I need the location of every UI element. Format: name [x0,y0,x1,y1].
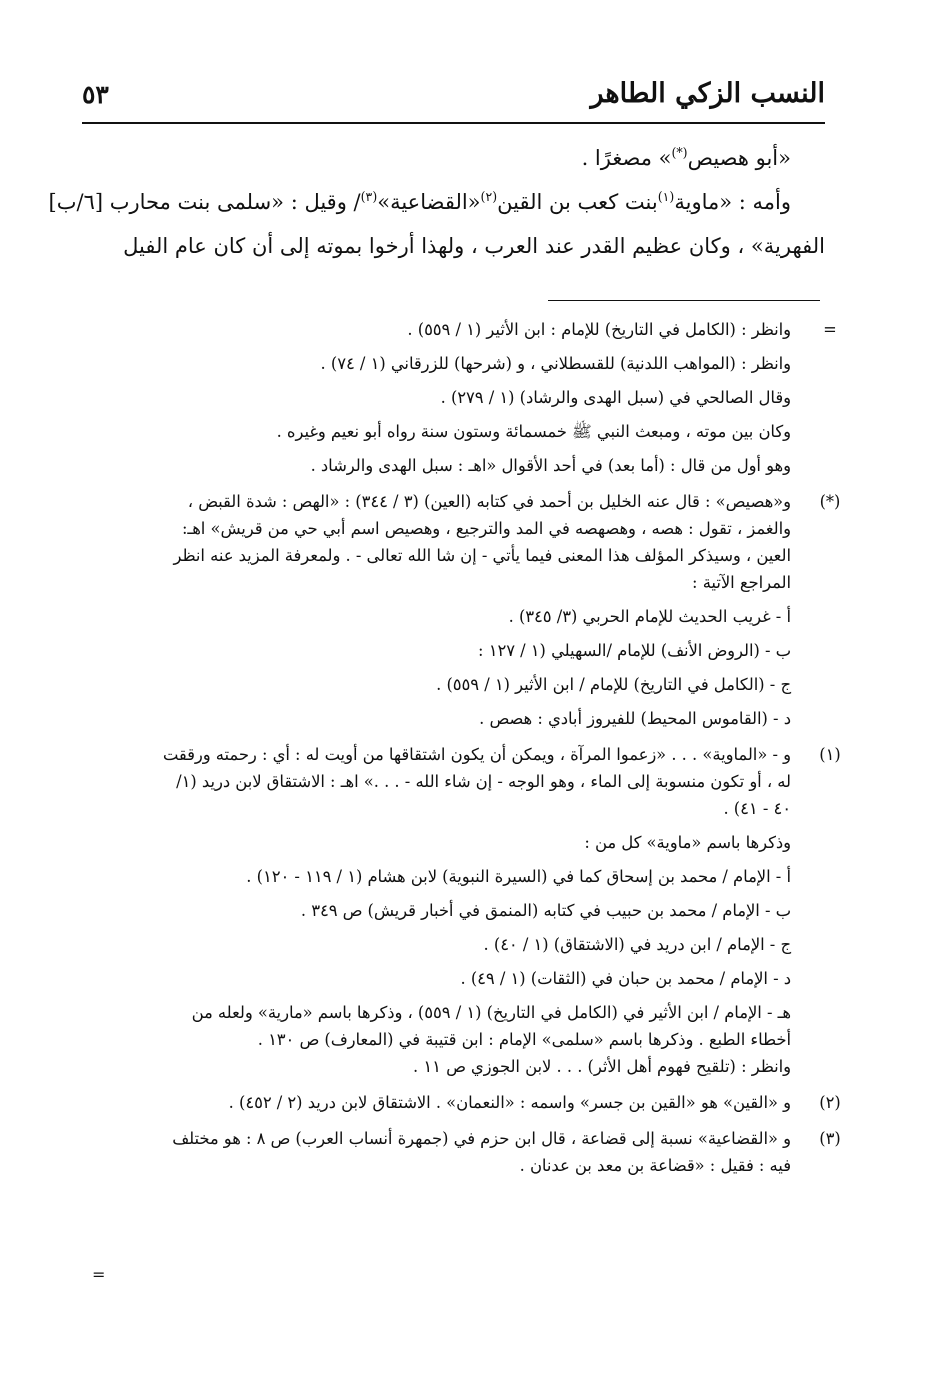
page-header [82,78,825,120]
footnote-separator [548,300,820,301]
footnote-mark: (١) [819,745,841,764]
footnote-line: أ - غريب الحديث للإمام الحربي (٣/ ٣٤٥) . [508,607,791,626]
continuation-mark: = [92,1265,106,1284]
running-title: النسب الزكي الطاهر [590,78,825,109]
footnote-line: د - الإمام / محمد بن حبان في (الثقات) (١ / ٤٩) . [460,969,791,988]
footnote-line: و«هصيص» : قال عنه الخليل بن أحمد في كتابه (العين) (٣ / ٣٤٤) : «الهص : شدة القبض ، [187,492,791,511]
main-line: الفهرية» ، وكان عظيم القدر عند العرب ، ولهذا أرخوا بموته إلى أن كان عام الفيل [123,234,825,258]
footnote-line: و - «الماوية» . . . «زعموا المرآة ، ويمكن أن يكون اشتقاقها من أويت له : أي : رحمته ورققت [162,745,791,764]
footnote [90,1089,841,1116]
footnote-line: د - (القاموس المحيط) للفيروز أبادي : هصص . [479,709,791,728]
footnote-line: وكان بين موته ، ومبعث النبي ﷺ خمسمائة وستون سنة رواه أبو نعيم وغيره . [276,422,791,441]
footnote-line: وقال الصالحي في (سبل الهدى والرشاد) (١ / ٢٧٩) . [440,388,791,407]
footnote-line: هـ - الإمام / ابن الأثير في (الكامل في التاريخ) (١ / ٥٥٩) ، وذكرها باسم «مارية» ولعله من [191,1003,791,1022]
footnote-mark: (٣) [819,1129,841,1148]
main-line: «أبو هصيص(*)» مصغرًا . [581,145,791,170]
footnote-mark: (*) [819,492,841,511]
footnote-line: له ، أو تكون منسوبة إلى الماء ، وهو الوجه - إن شاء الله - . . .» اهـ : الاشتقاق لابن دريد (١/ [176,772,791,791]
main-line: وأمه : «ماوية$^{(١)}$بنت كعب بن القين$^{(٢)}$«القضاعية»$^{(٣)}$/ وقيل : «سلمى بنت محارب [٦/ب] [48,189,791,214]
page-number: ٥٣ [82,80,109,109]
footnotes [90,316,841,1188]
footnote-line: وانظر : (تلقيح فهوم أهل الأثر) . . . لابن الجوزي ص ١١ . [413,1057,791,1076]
main-text [25,136,825,268]
footnote-line: المراجع الآتية : [692,573,791,592]
header-rule [82,122,825,124]
footnote [90,488,841,732]
footnote [90,741,841,1080]
footnote-mark: (٢) [819,1093,841,1112]
footnote-line: وانظر : (المواهب اللدنية) للقسطلاني ، و (شرحها) للزرقاني (١ / ٧٤) . [320,354,791,373]
footnote-line: ج - الإمام / ابن دريد في (الاشتقاق) (١ / ٤٠) . [483,935,791,954]
footnote-line: و «القين» هو «القين بن جسر» واسمه : «النعمان» . الاشتقاق لابن دريد (٢ / ٤٥٢) . [228,1093,791,1112]
footnote-line: ب - الإمام / محمد بن حبيب في كتابه (المنمق في أخبار قريش) ص ٣٤٩ . [300,901,791,920]
footnote-line: أخطاء الطبع . وذكرها باسم «سلمى» الإمام : ابن قتيبة في (المعارف) ص ١٣٠ . [257,1030,791,1049]
footnote-line: والغمز ، تقول : هصه ، وهصهصه في المد والترجيع ، وهصيص اسم أبي حي من قريش» اهـ: [181,519,791,538]
footnote-line: و «القضاعية» نسبة إلى قضاعة ، قال ابن حزم في (جمهرة أنساب العرب) ص ٨ : هو مختلف [172,1129,791,1148]
footnote-line: وذكرها باسم «ماوية» كل من : [584,833,791,852]
footnote-mark: = [823,320,837,339]
footnote-line: وانظر : (الكامل في التاريخ) للإمام : ابن الأثير (١ / ٥٥٩) . [407,320,791,339]
footnote-line: فيه : فقيل : «قضاعة بن معد بن عدنان . [519,1156,791,1175]
footnote-line: وهو أول من قال : (أما بعد) في أحد الأقوال «اهـ : سبل الهدى والرشاد . [310,456,791,475]
footnote-line: أ - الإمام / محمد بن إسحاق كما في (السيرة النبوية) لابن هشام (١ / ١١٩ - ١٢٠) . [246,867,791,886]
footnote-line: ب - (الروض الأنف) للإمام /السهيلي (١ / ١٢٧ : [478,641,791,660]
footnote [90,1125,841,1179]
footnote-line: ج - (الكامل في التاريخ) للإمام / ابن الأثير (١ / ٥٥٩) . [436,675,791,694]
footnote-line: ٤٠ - ٤١) . [723,799,791,818]
footnote-line: العين ، وسيذكر المؤلف هذا المعنى فيما يأتي - إن شا الله تعالى - . ولمعرفة المزيد عنه انظر [173,546,791,565]
footnote [90,316,835,479]
